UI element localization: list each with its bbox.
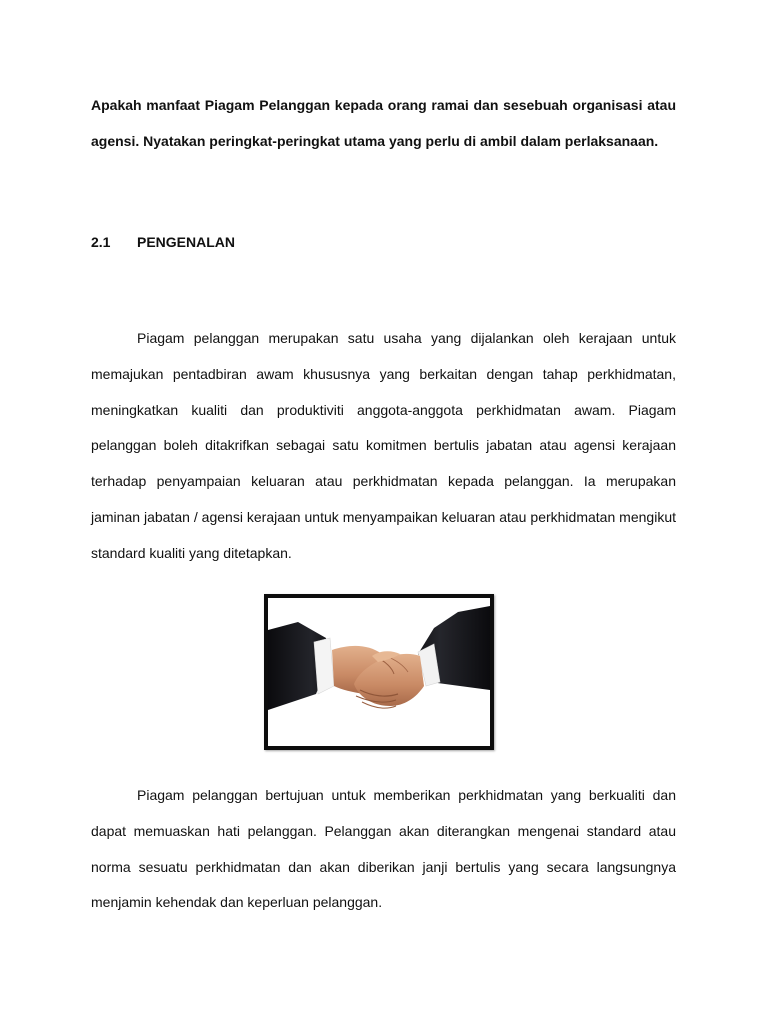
section-number: 2.1 — [91, 234, 111, 250]
question-text: Apakah manfaat Piagam Pelanggan kepada orang ramai dan sesebuah organisasi atau agensi. Nyatakan peringkat-peringkat utama yang perlu di ambil dalam perlaksanaan. — [91, 97, 676, 149]
section-heading — [91, 231, 235, 253]
paragraph-introduction: Piagam pelanggan merupakan satu usaha yang dijalankan oleh kerajaan untuk memajukan pentadbiran awam khususnya yang berkaitan dengan tahap perkhidmatan, meningkatkan kualiti dan produktiviti anggota-anggota perkhidmatan awam. Piagam pelanggan boleh ditakrifkan sebagai satu komitmen bertulis jabatan atau agensi kerajaan terhadap penyampaian keluaran atau perkhidmatan kepada pelanggan. Ia merupakan jaminan jabatan / agensi kerajaan untuk menyampaikan keluaran atau perkhidmatan mengikut standard kualiti yang ditetapkan. — [91, 330, 676, 561]
handshake-image — [264, 594, 494, 750]
section-title: PENGENALAN — [137, 234, 236, 250]
paragraph-purpose: Piagam pelanggan bertujuan untuk memberikan perkhidmatan yang berkualiti dan dapat memuaskan hati pelanggan. Pelanggan akan diterangkan mengenai standard atau norma sesuatu perkhidmatan dan akan diberikan janji bertulis yang secara langsungnya menjamin kehendak dan keperluan pelanggan. — [91, 787, 676, 911]
